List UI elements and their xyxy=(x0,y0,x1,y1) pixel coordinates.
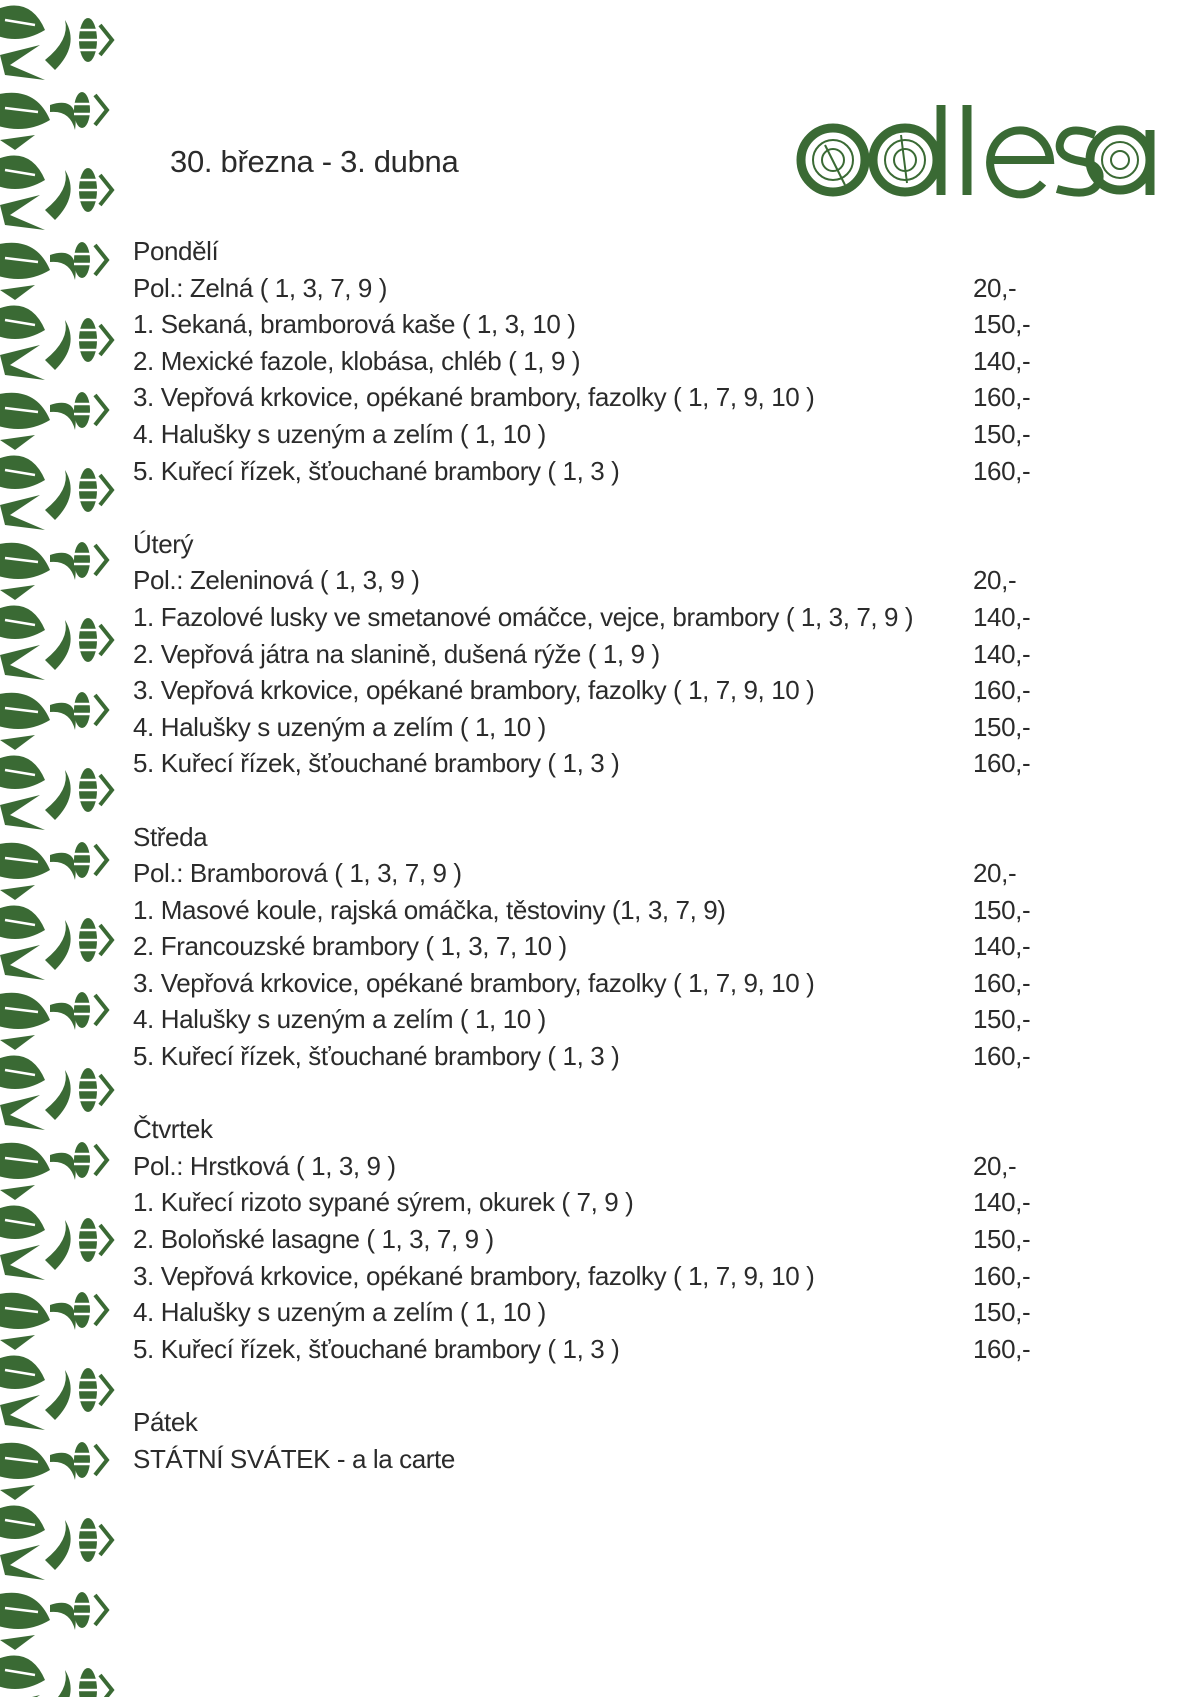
menu-item-price: 140,- xyxy=(973,931,1031,962)
menu-item xyxy=(133,1441,1033,1478)
menu-item-label: STÁTNÍ SVÁTEK - a la carte xyxy=(133,1443,455,1474)
menu-date-range: 30. března - 3. dubna xyxy=(170,144,459,179)
menu-item-price: 160,- xyxy=(973,748,1031,779)
menu-item-price: 140,- xyxy=(973,638,1031,669)
menu-item-label: 1. Sekaná, bramborová kaše ( 1, 3, 10 ) xyxy=(133,309,576,340)
menu-item-label: 2. Francouzské brambory ( 1, 3, 7, 10 ) xyxy=(133,931,567,962)
menu-item-label: 3. Vepřová krkovice, opékané brambory, fazolky ( 1, 7, 9, 10 ) xyxy=(133,675,815,706)
menu-item xyxy=(133,1294,1033,1331)
menu-item-label: 2. Boloňské lasagne ( 1, 3, 7, 9 ) xyxy=(133,1224,494,1255)
menu-item xyxy=(133,745,1033,782)
menu-item-price: 150,- xyxy=(973,1297,1031,1328)
menu-item xyxy=(133,379,1033,416)
menu-item xyxy=(133,562,1033,599)
menu-item-label: 5. Kuřecí řízek, šťouchané brambory ( 1, 3 ) xyxy=(133,748,620,779)
menu-item xyxy=(133,416,1033,453)
menu-item xyxy=(133,855,1033,892)
day-section xyxy=(133,819,1033,1075)
menu-item-price: 160,- xyxy=(973,1041,1031,1072)
menu-item-label: 1. Kuřecí rizoto sypané sýrem, okurek ( 7, 9 ) xyxy=(133,1187,634,1218)
menu-item-label: 5. Kuřecí řízek, šťouchané brambory ( 1, 3 ) xyxy=(133,1041,620,1072)
menu-item xyxy=(133,1148,1033,1185)
menu-item-label: 3. Vepřová krkovice, opékané brambory, fazolky ( 1, 7, 9, 10 ) xyxy=(133,382,815,413)
menu-item-label: 4. Halušky s uzeným a zelím ( 1, 10 ) xyxy=(133,418,546,449)
menu-item-price: 20,- xyxy=(973,1150,1017,1181)
decorative-leaf-border xyxy=(0,0,125,1697)
day-section xyxy=(133,233,1033,489)
menu-item-label: 2. Mexické fazole, klobása, chléb ( 1, 9 ) xyxy=(133,345,581,376)
day-section xyxy=(133,526,1033,782)
day-section xyxy=(133,1404,1033,1477)
menu-item-label: 4. Halušky s uzeným a zelím ( 1, 10 ) xyxy=(133,1004,546,1035)
logo-text: odlesa xyxy=(795,105,798,106)
day-heading: Středa xyxy=(133,821,208,852)
odlesa-logo xyxy=(795,105,1155,205)
menu-item-price: 150,- xyxy=(973,309,1031,340)
menu-item-price: 20,- xyxy=(973,858,1017,889)
menu-item-price: 150,- xyxy=(973,1004,1031,1035)
menu-item-label: 2. Vepřová játra na slanině, dušená rýže ( 1, 9 ) xyxy=(133,638,660,669)
menu-item-label: 4. Halušky s uzeným a zelím ( 1, 10 ) xyxy=(133,1297,546,1328)
menu-item-label: 5. Kuřecí řízek, šťouchané brambory ( 1, 3 ) xyxy=(133,455,620,486)
menu-item xyxy=(133,599,1033,636)
menu-item-price: 140,- xyxy=(973,601,1031,632)
menu-item-price: 20,- xyxy=(973,272,1017,303)
menu-item xyxy=(133,1221,1033,1258)
menu-item xyxy=(133,1184,1033,1221)
day-heading: Pátek xyxy=(133,1407,198,1437)
weekly-menu xyxy=(133,233,1033,1514)
menu-item xyxy=(133,306,1033,343)
menu-item-price: 150,- xyxy=(973,894,1031,925)
menu-item xyxy=(133,892,1033,929)
menu-item-label: 3. Vepřová krkovice, opékané brambory, fazolky ( 1, 7, 9, 10 ) xyxy=(133,967,815,998)
menu-item xyxy=(133,709,1033,746)
menu-item-label: 5. Kuřecí řízek, šťouchané brambory ( 1, 3 ) xyxy=(133,1333,620,1364)
menu-item xyxy=(133,270,1033,307)
menu-item-price: 160,- xyxy=(973,675,1031,706)
menu-item-price: 150,- xyxy=(973,418,1031,449)
menu-item xyxy=(133,1258,1033,1295)
day-heading: Čtvrtek xyxy=(133,1114,213,1145)
day-section xyxy=(133,1111,1033,1367)
menu-item-price: 160,- xyxy=(973,1333,1031,1364)
menu-item-label: Pol.: Bramborová ( 1, 3, 7, 9 ) xyxy=(133,858,462,889)
menu-item-price: 150,- xyxy=(973,711,1031,742)
menu-item-price xyxy=(973,1441,1033,1478)
menu-item xyxy=(133,1038,1033,1075)
menu-item xyxy=(133,1331,1033,1368)
menu-item-label: Pol.: Hrstková ( 1, 3, 9 ) xyxy=(133,1150,396,1181)
menu-item xyxy=(133,343,1033,380)
menu-item xyxy=(133,928,1033,965)
menu-item-price: 140,- xyxy=(973,345,1031,376)
menu-item xyxy=(133,965,1033,1002)
menu-item-price: 20,- xyxy=(973,565,1017,596)
menu-item-label: Pol.: Zeleninová ( 1, 3, 9 ) xyxy=(133,565,420,596)
menu-item-label: 3. Vepřová krkovice, opékané brambory, fazolky ( 1, 7, 9, 10 ) xyxy=(133,1260,815,1291)
menu-item xyxy=(133,1001,1033,1038)
menu-item-label: Pol.: Zelná ( 1, 3, 7, 9 ) xyxy=(133,272,388,303)
menu-item-price: 160,- xyxy=(973,967,1031,998)
menu-item-price: 160,- xyxy=(973,382,1031,413)
menu-item-label: 4. Halušky s uzeným a zelím ( 1, 10 ) xyxy=(133,711,546,742)
menu-item-price: 160,- xyxy=(973,455,1031,486)
menu-item-price: 160,- xyxy=(973,1260,1031,1291)
day-heading: Úterý xyxy=(133,528,194,559)
menu-item-price: 150,- xyxy=(973,1224,1031,1255)
day-heading: Pondělí xyxy=(133,236,219,266)
menu-item xyxy=(133,453,1033,490)
menu-item xyxy=(133,672,1033,709)
menu-item-price: 140,- xyxy=(973,1187,1031,1218)
menu-item-label: 1. Fazolové lusky ve smetanové omáčce, vejce, brambory ( 1, 3, 7, 9 ) xyxy=(133,601,914,632)
menu-item-label: 1. Masové koule, rajská omáčka, těstoviny (1, 3, 7, 9) xyxy=(133,894,726,925)
menu-item xyxy=(133,636,1033,673)
